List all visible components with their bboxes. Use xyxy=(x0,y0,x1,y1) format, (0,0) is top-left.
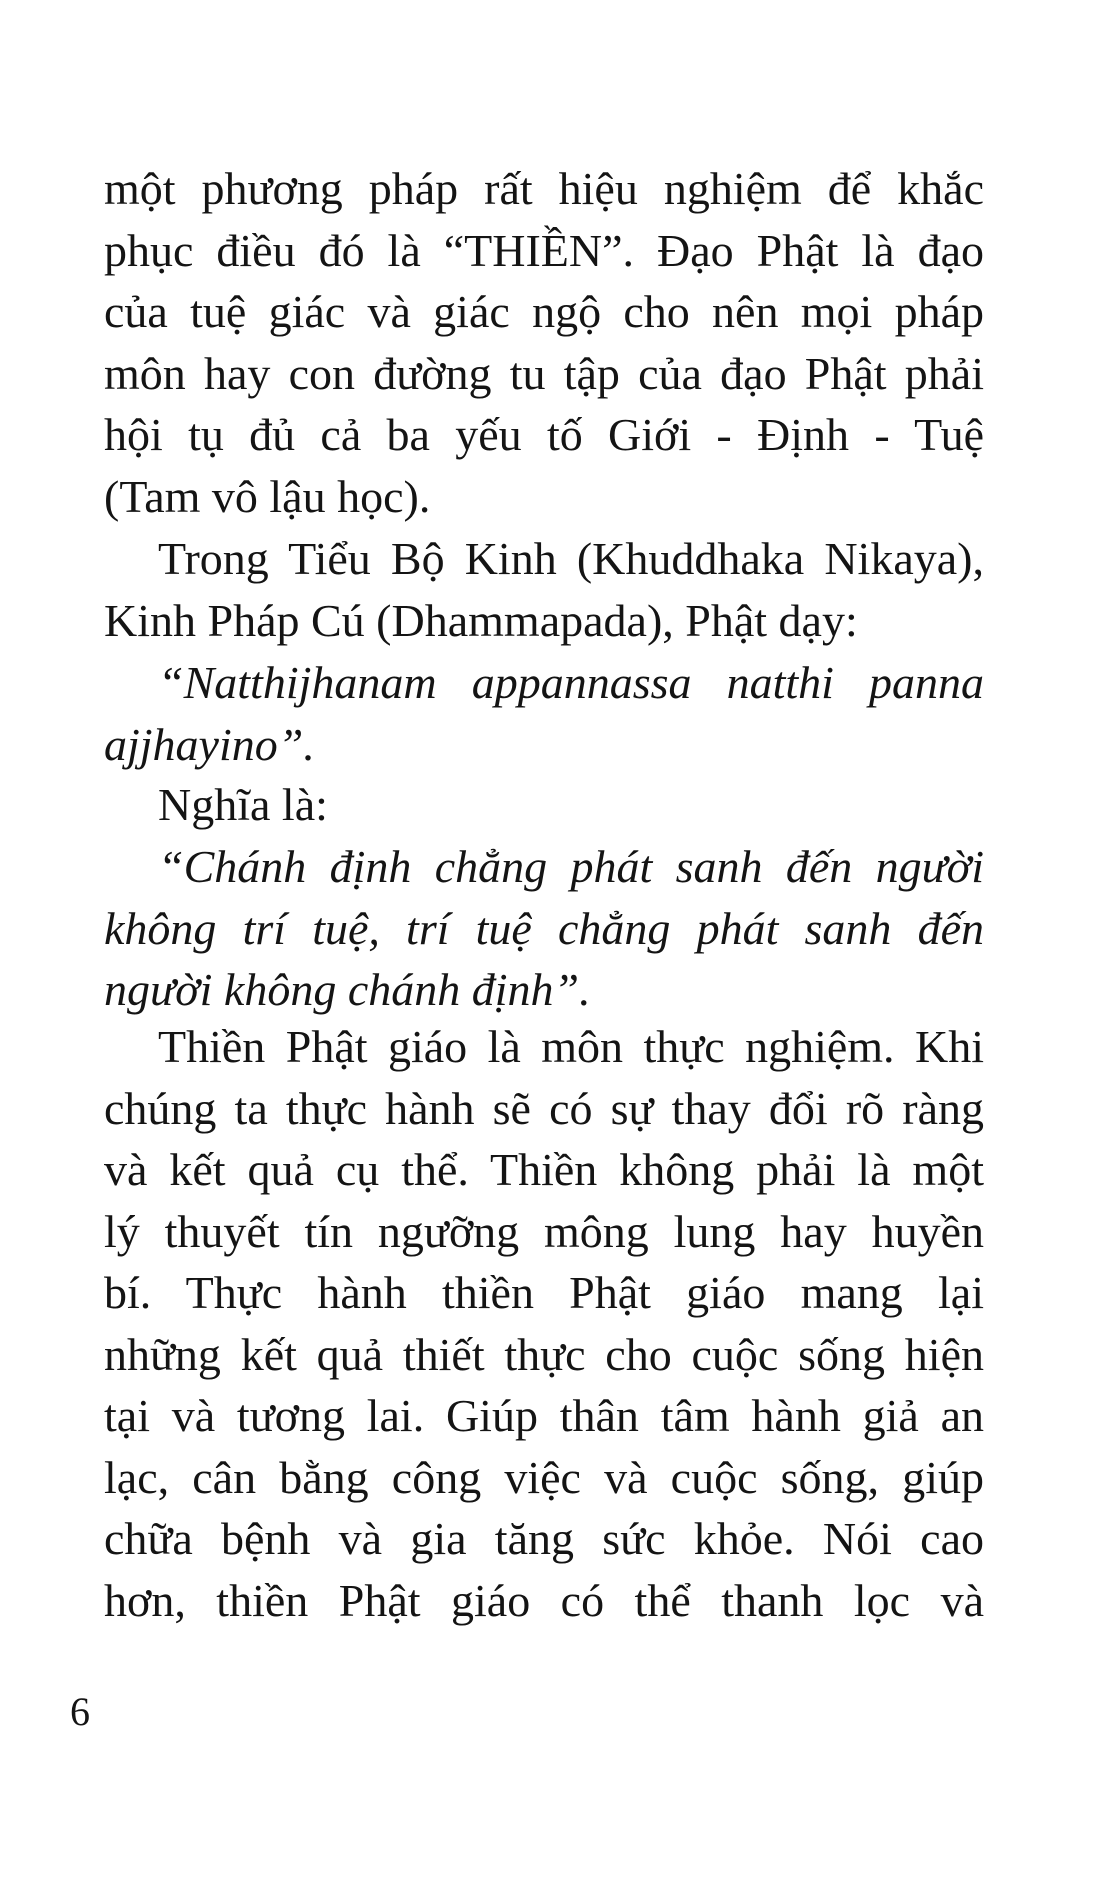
text-line: lạc, cân bằng công việc và cuộc sống, giúp xyxy=(104,1451,984,1503)
text-line: và kết quả cụ thể. Thiền không phải là một xyxy=(104,1144,984,1195)
text-line: hội tụ đủ cả ba yếu tố Giới - Định - Tuệ xyxy=(104,409,984,460)
text-line: hơn, thiền Phật giáo có thể thanh lọc và xyxy=(104,1574,984,1626)
text-line: tại và tương lai. Giúp thân tâm hành giả an xyxy=(104,1390,984,1441)
text-line: người không chánh định”. xyxy=(104,964,591,1015)
translation-quote xyxy=(104,836,984,1021)
text-line: “Chánh định chẳng phát sanh đến người xyxy=(158,841,984,892)
text-line: Trong Tiểu Bộ Kinh (Khuddhaka Nikaya), xyxy=(158,533,984,584)
text-line: những kết quả thiết thực cho cuộc sống hiện xyxy=(104,1328,984,1380)
page-number: 6 xyxy=(70,1689,90,1734)
paragraph-meditation xyxy=(104,1016,984,1631)
text-line: của tuệ giác và giác ngộ cho nên mọi pháp xyxy=(104,286,984,337)
text-line: “Natthijhanam appannassa natthi panna xyxy=(158,657,984,708)
text-line: chữa bệnh và gia tăng sức khỏe. Nói cao xyxy=(104,1513,984,1564)
text-line: Thiền Phật giáo là môn thực nghiệm. Khi xyxy=(158,1021,984,1072)
text-line: phục điều đó là “THIỀN”. Đạo Phật là đạo xyxy=(104,224,984,276)
text-line: (Tam vô lậu học). xyxy=(104,470,431,522)
text-line: không trí tuệ, trí tuệ chẳng phát sanh đến xyxy=(104,902,984,954)
paragraph-sutra-reference xyxy=(104,528,984,651)
text-line: môn hay con đường tu tập của đạo Phật phải xyxy=(104,347,984,399)
text-line: Kinh Pháp Cú (Dhammapada), Phật dạy: xyxy=(104,594,858,646)
text-line: Nghĩa là: xyxy=(158,779,328,830)
pali-quote xyxy=(104,652,984,775)
text-line: ajjhayino”. xyxy=(104,718,315,770)
text-line: bí. Thực hành thiền Phật giáo mang lại xyxy=(104,1267,984,1318)
text-line: lý thuyết tín ngưỡng mông lung hay huyền xyxy=(104,1205,984,1257)
paragraph-meaning-label xyxy=(104,774,984,836)
text-line: một phương pháp rất hiệu nghiệm để khắc xyxy=(104,163,984,214)
text-line: chúng ta thực hành sẽ có sự thay đổi rõ ràng xyxy=(104,1082,984,1134)
paragraph-continuation xyxy=(104,158,984,527)
